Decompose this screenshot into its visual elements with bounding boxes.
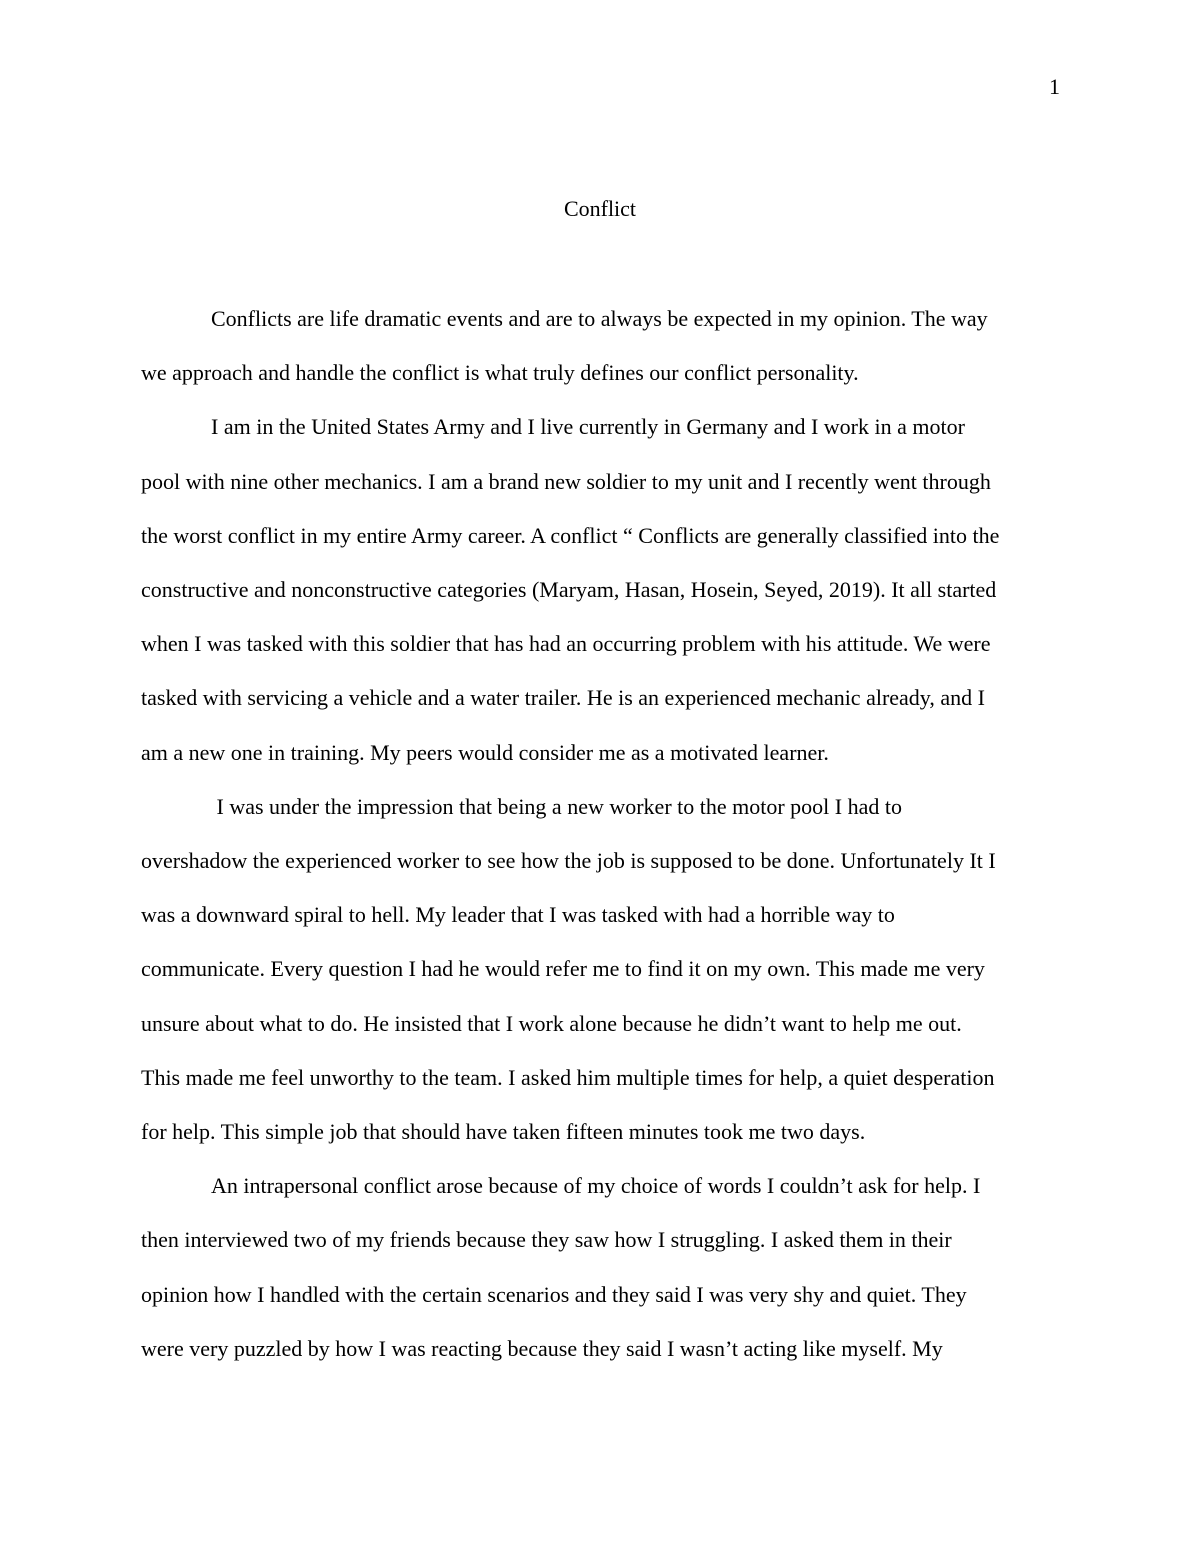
document-title: Conflict	[563, 196, 637, 221]
text-line: for help. This simple job that should have taken fifteen minutes took me two days.	[141, 1119, 866, 1145]
text-line: An intrapersonal conflict arose because of my choice of words I couldn’t ask for help. I	[211, 1173, 981, 1199]
text-line: constructive and nonconstructive categories (Maryam, Hasan, Hosein, Seyed, 2019). It all started	[141, 577, 997, 603]
text-line: when I was tasked with this soldier that has had an occurring problem with his attitude. We were	[141, 631, 991, 657]
paragraph-1	[141, 292, 1059, 400]
text-line: am a new one in training. My peers would consider me as a motivated learner.	[141, 739, 829, 765]
text-line: we approach and handle the conflict is what truly defines our conflict personality.	[141, 360, 859, 386]
document-body	[141, 292, 1059, 1376]
text-line: overshadow the experienced worker to see how the job is supposed to be done. Unfortunately It I	[141, 848, 996, 874]
text-line: unsure about what to do. He insisted that I work alone because he didn’t want to help me out.	[141, 1010, 962, 1036]
text-line: tasked with servicing a vehicle and a water trailer. He is an experienced mechanic already, and I	[141, 685, 985, 711]
paragraph-4	[141, 1159, 1059, 1376]
text-line: pool with nine other mechanics. I am a brand new soldier to my unit and I recently went through	[141, 468, 991, 494]
page-number: 1	[1049, 74, 1060, 99]
text-line: This made me feel unworthy to the team. I asked him multiple times for help, a quiet desperation	[141, 1064, 995, 1090]
text-line: I was under the impression that being a new worker to the motor pool I had to	[211, 793, 903, 819]
text-line: Conflicts are life dramatic events and are to always be expected in my opinion. The way	[211, 306, 988, 331]
text-line: I am in the United States Army and I live currently in Germany and I work in a motor	[211, 414, 965, 440]
text-line: opinion how I handled with the certain scenarios and they said I was very shy and quiet. They	[141, 1281, 967, 1307]
text-line: then interviewed two of my friends because they saw how I struggling. I asked them in their	[141, 1227, 952, 1253]
text-line: was a downward spiral to hell. My leader that I was tasked with had a horrible way to	[141, 902, 895, 928]
paragraph-2	[141, 400, 1059, 779]
text-line: communicate. Every question I had he would refer me to find it on my own. This made me very	[141, 956, 985, 982]
paragraph-3	[141, 780, 1059, 1159]
text-line: the worst conflict in my entire Army career. A conflict “ Conflicts are generally classified into the	[141, 522, 1000, 548]
text-line: were very puzzled by how I was reacting because they said I wasn’t acting like myself. My	[141, 1335, 943, 1361]
